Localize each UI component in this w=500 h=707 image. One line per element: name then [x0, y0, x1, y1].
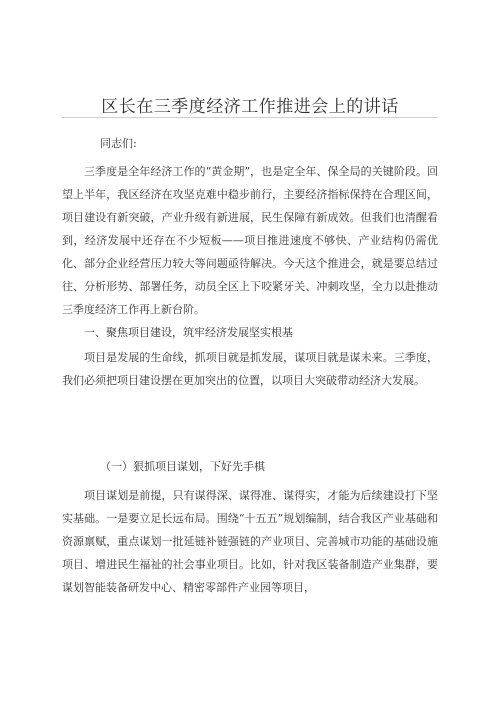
paragraph-intro: 三季度是全年经济工作的“黄金期”，也是定全年、保全局的关键阶段。回望上半年，我区经济在攻坚克难中稳步前行，主要经济指标保持在合理区间，项目建设有新突破，产业升级有新进展，民生保障有新成效。但我们也清醒看到，经济发展中还存在不少短板——项目推进速度不够快、产业结构仍需优化、部分企业经营压力较大等问题亟待解决。今天这个推进会，就是要总结过往、分析形势、部署任务，动员全区上下咬紧牙关、冲刺攻坚，全力以赴推动三季度经济工作再上新台阶。 — [62, 165, 438, 316]
paragraph-projects: 项目是发展的生命线，抓项目就是抓发展，谋项目就是谋未来。三季度，我们必须把项目建设摆在更加突出的位置，以项目大突破带动经济大发展。 — [62, 351, 438, 387]
title-divider — [62, 117, 438, 118]
section-heading-1: 一、聚焦项目建设，筑牢经济发展坚实根基 — [84, 326, 293, 339]
paragraph-planning: 项目谋划是前提，只有谋得深、谋得准、谋得实，才能为后续建设打下坚实基础。一是要立足长远布局。围绕“十五五”规划编制，结合我区产业基础和资源禀赋，重点谋划一批延链补链强链的产业项目、完善城市功能的基础设施项目、增进民生福祉的社会事业项目。比如，针对我区装备制造产业集群，要谋划智能装备研发中心、精密零部件产业园等项目， — [62, 489, 438, 594]
subsection-heading-1: （一）狠抓项目谋划，下好先手棋 — [100, 460, 265, 473]
salutation: 同志们: — [100, 137, 137, 150]
document-title: 区长在三季度经济工作推进会上的讲话 — [101, 97, 399, 117]
